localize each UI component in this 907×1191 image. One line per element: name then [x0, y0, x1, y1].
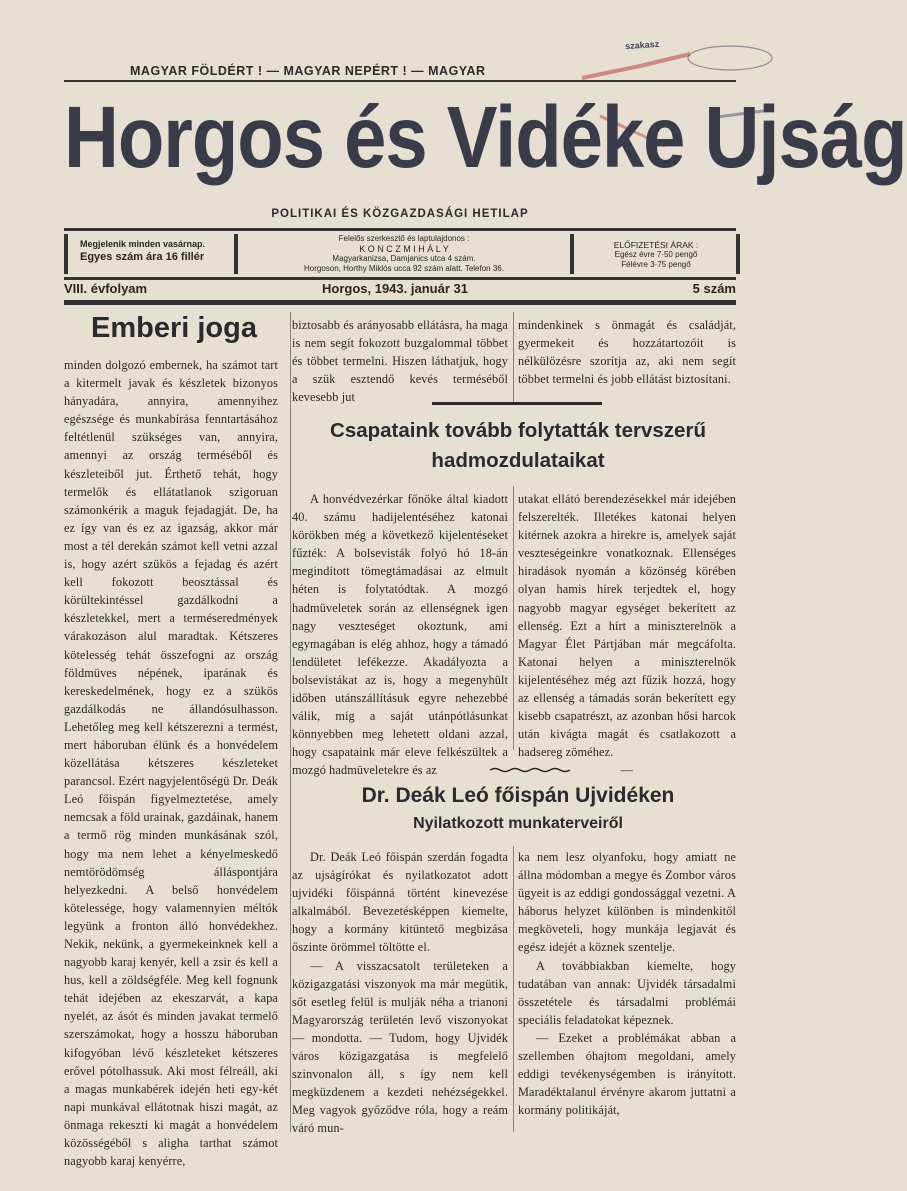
article3-paragraph-2: — A visszacsatolt területeken a közigazgatási viszonyok ma már megütik, sőt esetleg felül is mulják néha a trianoni Magyarország területén levő viszonyokat — mondotta. — Tudom, hogy Ujvidék város közigazgatása is megfelelő szinvonalon áll, s így nem kell megküzdenem a kezdeti nehézségekkel. Meg vagyok győződve róla, hogy a reám váró mun-	[292, 958, 508, 1136]
editor-label: Felelős szerkesztő és laptulajdonos :	[338, 234, 470, 243]
office-address: Horgoson, Horthy Miklós ucca 92 szám alatt. Telefon 36.	[304, 264, 504, 273]
article3-paragraph-4: A továbbiakban kiemelte, hogy tudatában van annak: Ujvidék társadalmi összetétele és társadalmi problémái speciális feladatokat képeznek.	[518, 958, 736, 1027]
issue-date: Horgos, 1943. január 31	[322, 281, 468, 296]
article2-paragraph: A honvédvezérkar főnöke által kiadott 40. számu hadijelentéséhez katonai körökben még a következő kijelentéseket fűzték: A bolsevisták folyó hó 18-án megindított tömegtámadásai az elmult héten is folytatódtak. A mozgó hadmüveletek során az ellenségnek igen nagy veszteséget okoztunk, ami egymagában is elég ahhoz, hogy a támadó lendületet lefékezze. Akadályozta a bolsevistákat az is, hogy a megenyhült időben utánszállításuk egyre nehezebbé válik, míg a saját utánpótlásunkat könnyebben meg lehetett oldani azzal, hogy csapataink már eleve felkészültek a mozgó hadmüveletekre és az	[292, 492, 508, 778]
wavy-ornament	[490, 767, 570, 773]
info-box	[64, 228, 736, 280]
newspaper-title: Horgos és Vidéke Ujság	[64, 88, 907, 187]
article1-title: Emberi joga	[91, 312, 257, 344]
section-ornament	[432, 402, 602, 406]
article1-paragraph: minden dolgozó embernek, ha számot tart a kitermelt javak és készletek bizonyos hányadára, annyira, amennyihez egészsége és munkabírása fenntartásához feltétlenül szükséges van, annyira, amennyi az ország terméséből és készleteiből jut. Érthető tehát, hogy termelők és ellátatlanok szigoruan számonkérik a maguk fejadagját. De, ha ez így van és ez az igazság, akkor már most a tél derekán számot kell vetni azzal is, hogy azért szükös a fejadag és azért kell fokozott beosztással és körültekintéssel gazdálkodni a készletekkel, mert a terméseredmények várakozáson alul maradtak. Kétszeres kötelesség tehát összefogni az ország földmüves népének, iparának és kereskedelmének, hogy ez a szükös gazdálkodás ne állandósulhasson. Lehetőleg meg kell kétszerezni a termést, mert háboruban élünk és a honvédelem közellátása kétszeres készleteket parancsol. Ezért nagyjelentőségü Dr. Deák Leó főispán figyelmeztetése, amely nemcsak a föld urainak, gazdáinak, hanem a termő rög minden munkásának szól, hogy ma nem lehet a kényelmeskedő nemtörödömség álláspontjára helyezkedni. A belső honvédelem kötelessége, hogy valamennyien méltók legyünk a fronton álló honvédekhez. Nekik, nekünk, a gyermekeinknek kell a nagyobb karaj kenyér, kell a zsir és kell a hus, kell a zöldségféle. Meg kell fognunk tehát idejében az ekeszarvát, a kapa nyelét, az ásót és minden javakat termelő szerszámokat, hogy a hosszu háboruban kifogyóban lévő készleteket kétszeres erővel pótolhassuk. Aki most félreáll, aki a magas munkabérek idején heti egy-két napi munkával ellátotnak hiszi magát, az önmaga rekeszti ki magát a honvédelem közösségéből s aligha tarthat számot nagyobb karaj kenyérre,	[64, 358, 278, 1169]
editor-address: Magyarkanizsa, Damjanics utca 4 szám.	[332, 254, 476, 263]
masthead-slogan: MAGYAR FÖLDÉRT ! — MAGYAR NEPÉRT ! — MAGYAR	[130, 64, 486, 78]
publication-info	[64, 234, 238, 274]
stamp-text: szakasz	[624, 38, 660, 52]
article2-column3	[518, 490, 736, 780]
editor-name: K O N C Z M I H Á L Y	[359, 244, 449, 254]
column-divider-2c	[513, 846, 514, 1132]
article3-column3	[518, 848, 736, 1119]
article3-paragraph-1: Dr. Deák Leó főispán szerdán fogadta az ujságírókat és nyilatkozatot adott ujvidéki főispánná történt kinevezése alkalmából. Bevezetésképpen kiemelte, hogy a kormány kitüntető megbizása őszinte örömmel töltötte el.	[292, 850, 508, 955]
dateline-rule	[64, 300, 736, 305]
article2-end-dash: —	[620, 763, 634, 778]
column-divider-2b	[513, 486, 514, 750]
article3-paragraph-3: ka nem lesz olyanfoku, hogy amiatt ne állna módomban a megye és Zombor város ügyeit is az eddigi gondossággal vezetni. A háborus helyzet különben is mindenkitől megköveteli, hogy munkája legjavát és egész idejét a köznek szentelje.	[518, 850, 736, 955]
article1-column3	[518, 316, 736, 388]
article1-column1	[64, 356, 278, 1170]
volume-label: VIII. évfolyam	[64, 281, 148, 296]
subscription-yearly: Egész évre 7·50 pengő	[614, 250, 698, 259]
article1-ending: mindenkinek s önmagát és családját, gyermekeit és hozzátartozóit is nélkülözésre szorítja az, aki nem segít többet termelni és jobb ellátást biztosítani.	[518, 318, 736, 387]
subscription-halfyear: Félévre 3·75 pengő	[621, 260, 691, 269]
article3-title: Dr. Deák Leó főispán Ujvidéken	[361, 784, 675, 807]
subscription-info	[576, 234, 740, 274]
article2-column2	[292, 490, 508, 780]
article3-column2	[292, 848, 508, 1138]
article3-subtitle: Nyilatkozott munkaterveiről	[413, 815, 623, 832]
column-divider-1	[290, 312, 291, 1132]
newspaper-subtitle: POLITIKAI ÉS KÖZGAZDASÁGI HETILAP	[271, 208, 529, 220]
article3-paragraph-5: — Ezeket a problémákat abban a szellemben óhajtom megoldani, amely eddigi tevékenységemben is irányított. Maradéktalanul érvényre akarom juttatni a kormány politikáját,	[518, 1030, 736, 1118]
column-divider-2a	[513, 312, 514, 402]
issue-price: Egyes szám ára 16 fillér	[80, 251, 205, 263]
article2-title: Csapataink tovább folytatták tervszerű hadmozdulataikat	[330, 419, 706, 472]
dateline	[64, 281, 736, 299]
article2-continuation: utakat ellátó berendezésekkel már idejében felszerelték. Illetékes katonai helyen kitérnek azokra a hirekre is, amelyek saját veszteségeinkre vonatkoznak. Ellenséges hiradások nyomán a közönség körében olyan hamis hirek terjedtek el, hogy nagyobb magyar egységet bekerített az ellenség. Ezt a hírt a miniszterelnök a Magyar Élet Pártjában már megcáfolta. Katonai helyen a miniszterelnök kijelentéséhez még azt fűzik hozzá, hogy az ellenség a támadás során bekerített egy kisebb csapatrészt, az azonban hősi harcok után kivágta magát és csatlakozott a hadsereg zöméhez.	[518, 492, 736, 760]
subscription-label: ELŐFIZETÉSI ÁRAK :	[613, 240, 699, 250]
editor-info	[234, 234, 574, 274]
issue-number: 5 szám	[692, 281, 736, 296]
article1-continuation: biztosabb és arányosabb ellátásra, ha maga is nem segít fokozott buzgalommal többet és többet termelni. Hiszen láthatjuk, hogy a szük esztendő kevés terméséből kevesebb jut	[292, 318, 508, 405]
publication-schedule: Megjelenik minden vasárnap.	[80, 239, 206, 249]
article1-column2	[292, 316, 508, 406]
